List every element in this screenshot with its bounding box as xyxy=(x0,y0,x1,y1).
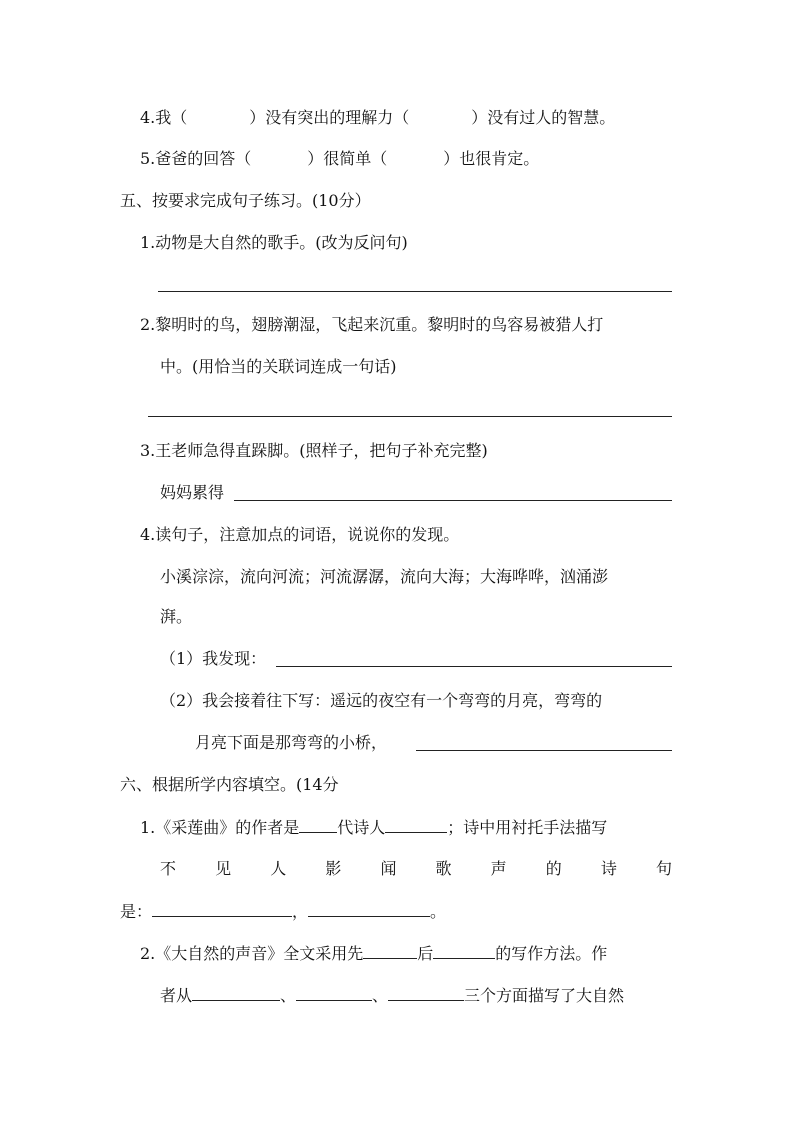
s6-item-1-line1: 1.《采莲曲》的作者是 代诗人 ；诗中用衬托手法描写 xyxy=(140,818,608,837)
s5-item-4-passage-2: 湃。 xyxy=(160,607,193,626)
blank[interactable] xyxy=(296,984,372,1001)
s6-item-2-line1: 2.《大自然的声音》全文采用先 后 的写作方法。作 xyxy=(140,944,608,963)
s5-item-2-line2: 中。(用恰当的关联词连成一句话) xyxy=(160,357,397,376)
blank[interactable] xyxy=(388,984,464,1001)
s5-item-4-passage-1: 小溪淙淙，流向河流；河流潺潺，流向大海；大海哗哗，汹涌澎 xyxy=(160,567,609,586)
blank[interactable] xyxy=(152,900,292,917)
q4-item-4: 4.我（ ）没有突出的理解力（ ）没有过人的智慧。 xyxy=(140,108,616,127)
s6-item-2-line2: 者从 、 、 三个方面描写了大自然 xyxy=(160,986,625,1005)
s5-item-4: 4.读句子，注意加点的词语，说说你的发现。 xyxy=(140,525,460,544)
s5-item-3-example: 妈妈累得 xyxy=(160,483,225,502)
blank[interactable] xyxy=(299,816,337,833)
q4-item-5: 5.爸爸的回答（ ）很简单（ ）也很肯定。 xyxy=(140,149,540,168)
answer-line[interactable] xyxy=(416,750,672,751)
s5-item-2-line1: 2.黎明时的鸟，翅膀潮湿，飞起来沉重。黎明时的鸟容易被猎人打 xyxy=(140,315,604,334)
blank[interactable] xyxy=(385,816,447,833)
s6-item-1-line3: 是： ， 。 xyxy=(120,902,447,921)
section-5-heading: 五、按要求完成句子练习。(10分） xyxy=(120,191,371,210)
s5-item-3: 3.王老师急得直跺脚。(照样子，把句子补充完整) xyxy=(140,441,488,460)
s5-item-4-sub-2-line1: （2）我会接着往下写：遥远的夜空有一个弯弯的月亮，弯弯的 xyxy=(160,691,603,710)
blank[interactable] xyxy=(433,942,495,959)
answer-line[interactable] xyxy=(158,291,672,292)
blank[interactable] xyxy=(363,942,417,959)
blank[interactable] xyxy=(308,900,430,917)
answer-line[interactable] xyxy=(234,500,672,501)
section-6-heading: 六、根据所学内容填空。(14分 xyxy=(120,775,339,794)
answer-line[interactable] xyxy=(276,666,672,667)
s5-item-1: 1.动物是大自然的歌手。(改为反问句) xyxy=(140,233,408,252)
s5-item-4-sub-2-line2: 月亮下面是那弯弯的小桥， xyxy=(195,733,388,752)
blank[interactable] xyxy=(192,984,280,1001)
s5-item-4-sub-1: （1）我发现： xyxy=(160,649,267,668)
s6-item-1-spaced-line: 不 见 人 影 闻 歌 声 的 诗 句 xyxy=(160,859,672,878)
answer-line[interactable] xyxy=(148,416,672,417)
